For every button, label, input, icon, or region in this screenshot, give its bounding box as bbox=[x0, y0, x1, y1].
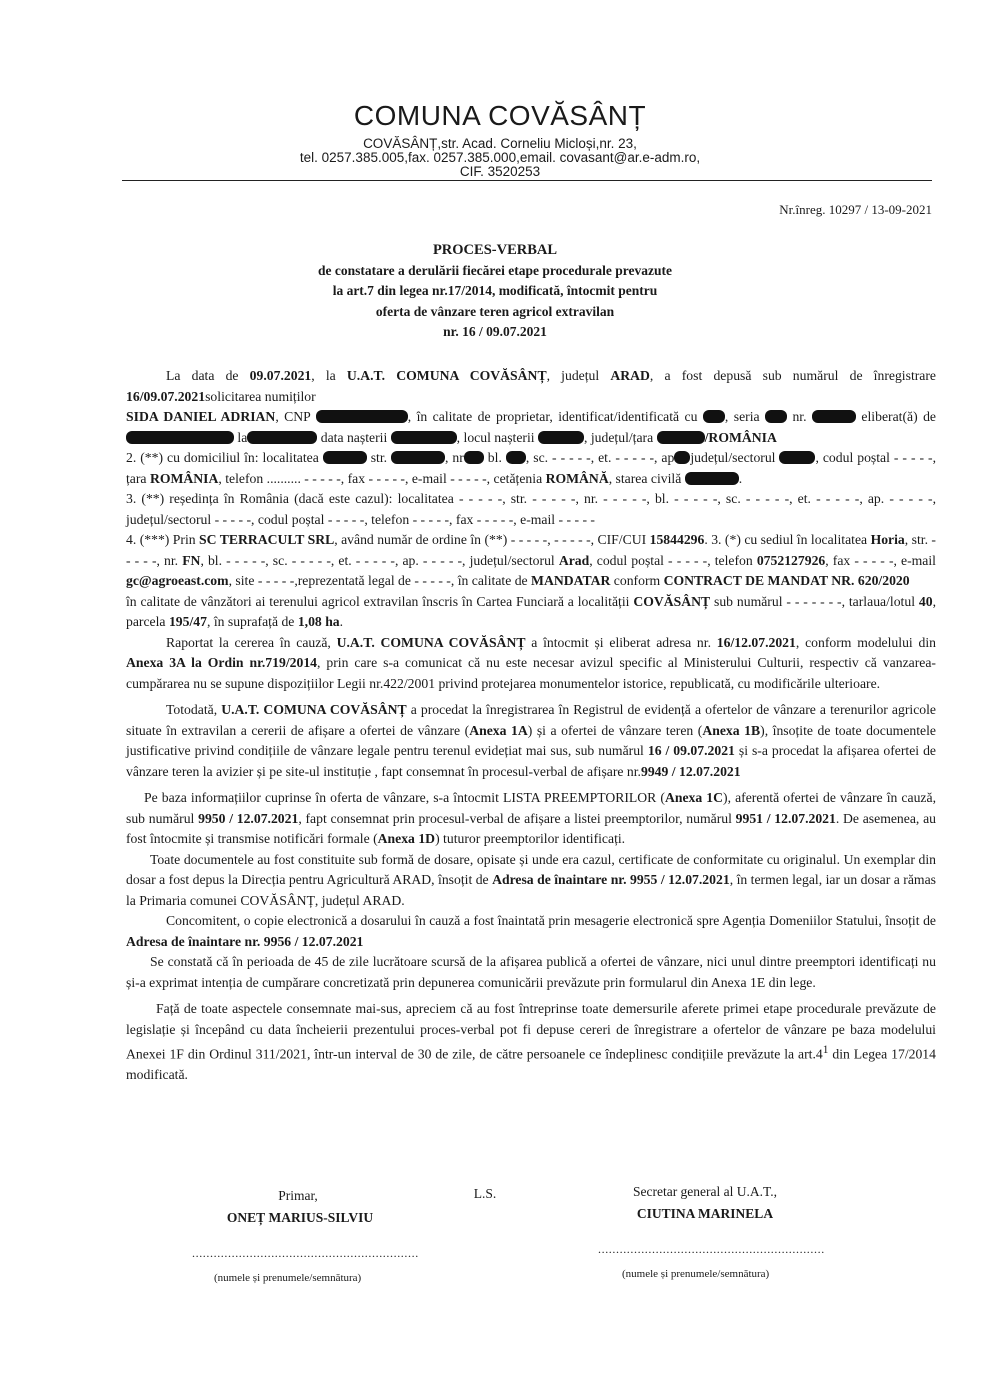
mayor-name: ONEȚ MARIUS-SILVIU bbox=[226, 1210, 374, 1225]
redaction-mark bbox=[126, 431, 234, 444]
redaction-mark bbox=[391, 451, 445, 464]
redaction-mark bbox=[765, 410, 787, 423]
redaction-mark bbox=[674, 451, 690, 464]
secretary-name: CIUTINA MARINELA bbox=[636, 1206, 774, 1221]
paragraph-electronic: Concomitent, o copie electronică a dosarului în cauză a fost înaintată prin mesagerie electronică spre Agenția Domeniilor Statului, însoțit de Adresa de înaintare nr. 9956 / 12.07.2021 bbox=[126, 913, 936, 949]
redaction-mark bbox=[538, 431, 584, 444]
paragraph-dossier: Toate documentele au fost constituite sub formă de dosare, opisate și unde era cazul, certificate de conformitate cu originalul. Un exemplar din dosar a fost depus la Direcția pentru Agricultură ARAD, însoțit de Adresa de înaintare nr. 9955 / 12.07.2021, în termen legal, iar un dosar a rămas la Primaria comunei COVĂSÂNȚ, județul ARAD. bbox=[126, 851, 936, 908]
paragraph-mandatary: 4. (***) Prin SC TERRACULT SRL, având număr de ordine în (**) - - - - -, - - - - -, CIF/CUI 15844296. 3. (*) cu sediul în localitatea Horia, str. - - - - -, nr. FN, bl. - - - - -, sc. - - - - -, et. - - - - -, ap. - - - - -, județul/sectorul Arad, codul poștal - - - - -, telefon 0752127926, fax - - - - -, e-mail gc@agroeast.com, site - - - - -,reprezentată legal de - - - - -, în calitate de MANDATAR conform CONTRACT DE MANDAT NR. 620/2020 bbox=[126, 532, 936, 588]
redaction-mark bbox=[316, 410, 408, 423]
document-body bbox=[126, 366, 936, 1086]
header-divider bbox=[122, 180, 932, 181]
mayor-signature-caption: (numele și prenumele/semnătura) bbox=[214, 1272, 362, 1284]
redaction-mark bbox=[391, 431, 457, 444]
secretary-role: Secretar general al U.A.T., bbox=[632, 1184, 778, 1199]
mayor-role: Primar, bbox=[278, 1188, 318, 1203]
redaction-mark bbox=[779, 451, 815, 464]
municipality-title: COMUNA COVĂSÂNȚ bbox=[353, 100, 647, 131]
paragraph-land: în calitate de vânzători ai terenului agricol extravilan înscris în Cartea Funciară a localității COVĂSÂNȚ sub numărul - - - - - - -, tarlaua/lotul 40, parcela 195/47, în suprafață de 1,08 ha. bbox=[126, 593, 936, 629]
title-line-5: nr. 16 / 09.07.2021 bbox=[443, 324, 547, 339]
municipality-cif: CIF. 3520253 bbox=[459, 164, 541, 179]
redaction-mark bbox=[685, 472, 739, 485]
seal-label: L.S. bbox=[473, 1186, 497, 1201]
redaction-mark bbox=[506, 451, 526, 464]
title-line-2: de constatare a derulării fiecărei etape procedurale prevazute bbox=[317, 262, 673, 278]
paragraph-intro: La data de 09.07.2021, la U.A.T. COMUNA COVĂSÂNȚ, județul ARAD, a fost depusă sub numărul de înregistrare 16/09.07.2021solicitarea numiților bbox=[126, 368, 937, 404]
redaction-mark bbox=[464, 451, 484, 464]
redaction-mark bbox=[657, 431, 705, 444]
paragraph-registry: Totodată, U.A.T. COMUNA COVĂSÂNȚ a procedat la înregistrarea în Registrul de evidență a ofertelor de vânzare a terenurilor agricole situate în extravilan a cererii de afișare a ofertei de vânzare (Anexa 1A) și a ofertei de vânzare teren (Anexa 1B), însoțite de toate documentele justificative privind condițiile de vânzare legale pentru terenul evidețiat mai sus, sub numărul 16 / 09.07.2021 și s-a procedat la afișarea ofertei de vânzare teren la avizier și pe site-ul instituție , fapt consemnat în procesul-verbal de afișare nr.9949 / 12.07.2021 bbox=[126, 702, 937, 779]
paragraph-domicile: 2. (**) cu domiciliul în: localitatea str. , nr bl. , sc. - - - - -, et. - - - - -, ap județul/sectorul , codul poștal - - - - -, țara ROMÂNIA, telefon .......... - - - - -, fax - - - - -, e-mail - - - - -, cetățenia ROMÂNĂ, starea civilă . bbox=[126, 450, 936, 486]
paragraph-applicant: SIDA DANIEL ADRIAN, CNP , în calitate de proprietar, identificat/identificată cu , seria nr. eliberat(ă) de la data nașterii , locul nașterii , județul/țara /ROMÂNIA bbox=[126, 409, 937, 445]
redaction-mark bbox=[323, 451, 367, 464]
mayor-signature-line: ............................................................... bbox=[192, 1246, 419, 1260]
secretary-signature-line: ............................................................... bbox=[598, 1242, 825, 1256]
redaction-mark bbox=[703, 410, 725, 423]
paragraph-residence: 3. (**) reședința în România (dacă este cazul): localitatea - - - - -, str. - - - - -, nr. - - - - -, bl. - - - - -, sc. - - - - -, et. - - - - -, ap. - - - - -, județul/sectorul - - - - -, codul poștal - - - - -, telefon - - - - -, fax - - - - -, e-mail - - - - - bbox=[126, 491, 936, 527]
title-line-1: PROCES-VERBAL bbox=[432, 242, 558, 258]
municipality-address: COVĂSÂNȚ,str. Acad. Corneliu Micloși,nr. 23, bbox=[363, 136, 637, 151]
secretary-signature-caption: (numele și prenumele/semnătura) bbox=[622, 1268, 770, 1280]
paragraph-conclusion: Față de toate aspectele consemnate mai-sus, apreciem că au fost întreprinse toate demersurile aferete primei etape procedurale prevăzute de legislație și începând cu data încheierii prezentului proces-verbal pot fi depuse cereri de înregistrare a ofertelor de vânzare pe baza modelului Anexei 1F din Ordinul 311/2021, într-un interval de 30 de zile, de către persoanele ce îndeplinesc condițiile prevăzute la $art.4^1$ din Legea 17/2014 modificată. bbox=[126, 1001, 936, 1083]
redaction-mark bbox=[812, 410, 856, 423]
redaction-mark bbox=[247, 431, 317, 444]
paragraph-ministry: Raportat la cererea în cauză, U.A.T. COMUNA COVĂSÂNȚ a întocmit și eliberat adresa nr. 16/12.07.2021, conform modelului din Anexa 3A la Ordin nr.719/2014, prin care s-a comunicat că nu este necesar avizul specific al Ministerului Culturii, respectiv că vanzarea-cumpărarea nu se supune dispozițiilor Legii nr.422/2001 privind protejarea monumentelor istorice, republicată, cu modificările ulterioare. bbox=[126, 634, 936, 691]
paragraph-preemptors: Pe baza informațiilor cuprinse în oferta de vânzare, s-a întocmit LISTA PREEMPTORILOR (Anexa 1C), aferentă ofertei de vânzare în cauză, sub numărul 9950 / 12.07.2021, fapt consemnat prin procesul-verbal de afișare a listei preemptorilor, numărul 9951 / 12.07.2021. De asemenea, au fost întocmite și transmise notificări formale (Anexa 1D) tuturor preemptorilor identificați. bbox=[126, 790, 936, 846]
document-title bbox=[240, 240, 750, 343]
title-line-4: oferta de vânzare teren agricol extravilan bbox=[375, 303, 615, 319]
municipality-contact: tel. 0257.385.005,fax. 0257.385.000,email. covasant@ar.e-adm.ro, bbox=[299, 150, 701, 165]
registration-number: Nr.înreg. 10297 / 13-09-2021 bbox=[779, 202, 932, 217]
paragraph-period: Se constată că în perioada de 45 de zile lucrătoare scursă de la afișarea publică a ofertei de vânzare, nici unul dintre preemptori identificați nu și-a exprimat intenția de cumpărare concretizată prin depunerea comunicării prevăzute prin formularul din Anexa 1E din lege. bbox=[126, 954, 936, 990]
title-line-3: la art.7 din legea nr.17/2014, modificată, întocmit pentru bbox=[332, 283, 658, 298]
